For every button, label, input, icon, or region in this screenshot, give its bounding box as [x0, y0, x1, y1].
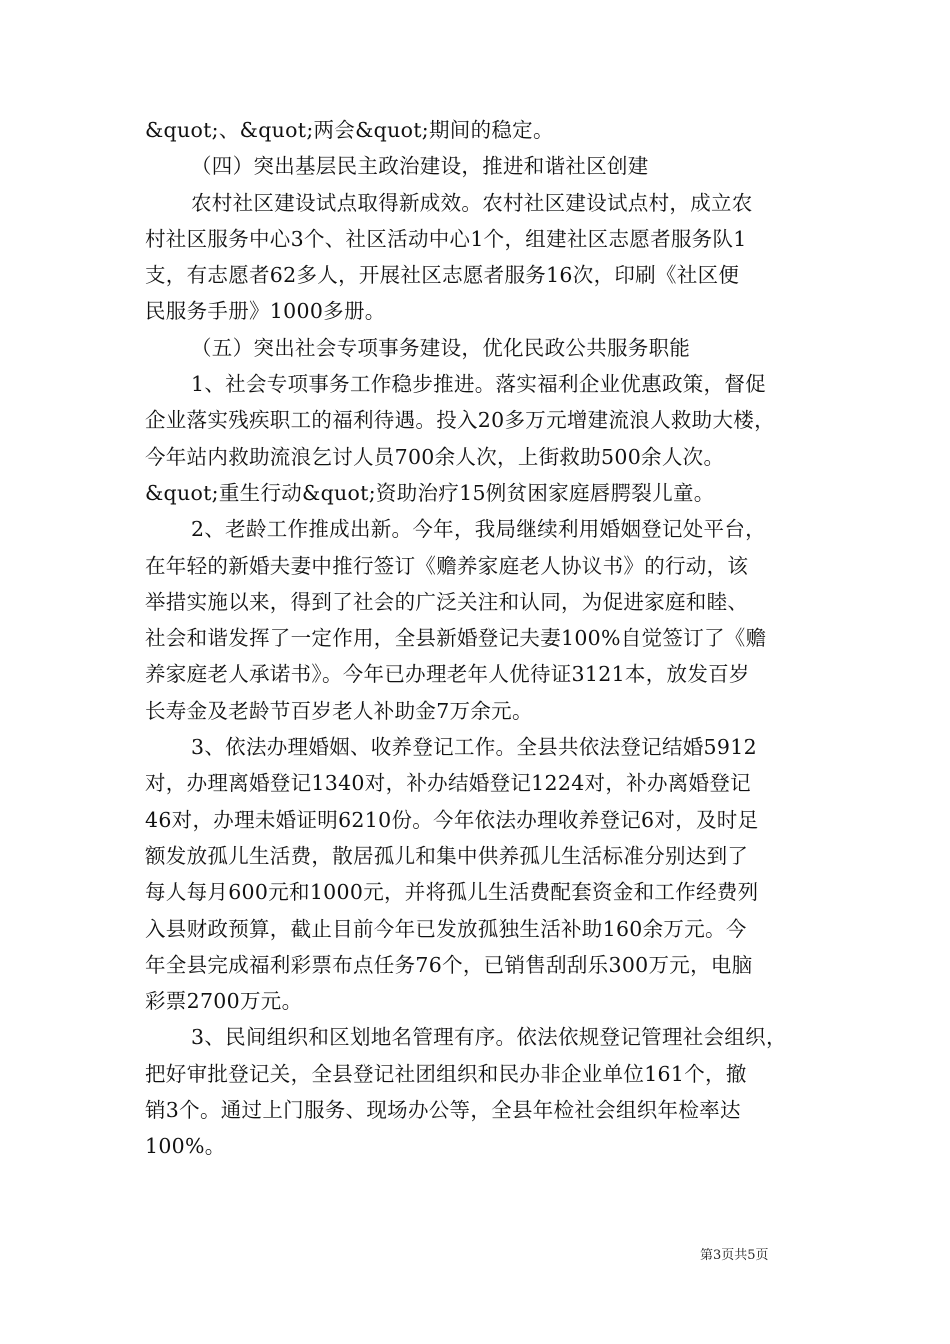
paragraph-line: 企业落实残疾职工的福利待遇。投入20多万元增建流浪人救助大楼，: [145, 408, 775, 433]
section-heading: （四）突出基层民主政治建设，推进和谐社区创建: [191, 154, 649, 179]
document-body: [145, 112, 815, 1165]
paragraph-line: 在年轻的新婚夫妻中推行签订《赡养家庭老人协议书》的行动，该: [145, 553, 749, 578]
paragraph-line: 支，有志愿者62多人，开展社区志愿者服务16次，印刷《社区便: [145, 263, 740, 288]
paragraph-line: 1、社会专项事务工作稳步推进。落实福利企业优惠政策，督促: [191, 372, 766, 397]
page-number: 第3页共5页: [700, 1248, 769, 1263]
paragraph-line: 社会和谐发挥了一定作用，全县新婚登记夫妻100%自觉签订了《赡: [145, 626, 767, 651]
paragraph-line: 100%。: [145, 1134, 226, 1159]
paragraph-line: 2、老龄工作推成出新。今年，我局继续利用婚姻登记处平台，: [191, 517, 766, 542]
paragraph-line: &quot;、&quot;两会&quot;期间的稳定。: [145, 118, 554, 142]
paragraph-line: 养家庭老人承诺书》。今年已办理老年人优待证3121本，放发百岁: [145, 662, 750, 687]
paragraph-line: 3、依法办理婚姻、收养登记工作。全县共依法登记结婚5912: [191, 735, 757, 760]
paragraph-line: 举措实施以来，得到了社会的广泛关注和认同，为促进家庭和睦、: [145, 589, 749, 614]
paragraph-line: 村社区服务中心3个、社区活动中心1个，组建社区志愿者服务队1: [145, 226, 747, 251]
paragraph-line: &quot;重生行动&quot;资助治疗15例贫困家庭唇腭裂儿童。: [145, 480, 715, 505]
paragraph-line: 把好审批登记关，全县登记社团组织和民办非企业单位161个，撤: [145, 1061, 747, 1086]
paragraph-line: 农村社区建设试点取得新成效。农村社区建设试点村，成立农: [191, 190, 753, 215]
paragraph-line: 年全县完成福利彩票布点任务76个，已销售刮刮乐300万元，电脑: [145, 952, 753, 977]
paragraph-line: 长寿金及老龄节百岁老人补助金7万余元。: [145, 698, 533, 723]
paragraph-line: 销3个。通过上门服务、现场办公等，全县年检社会组织年检率达: [145, 1098, 741, 1123]
paragraph-line: 每人每月600元和1000元，并将孤儿生活费配套资金和工作经费列: [145, 880, 759, 905]
paragraph-line: 民服务手册》1000多册。: [145, 299, 386, 324]
section-heading: （五）突出社会专项事务建设，优化民政公共服务职能: [191, 335, 691, 360]
paragraph-line: 入县财政预算，截止目前今年已发放孤独生活补助160余万元。今: [145, 916, 747, 941]
paragraph-line: 额发放孤儿生活费，散居孤儿和集中供养孤儿生活标准分别达到了: [145, 843, 749, 868]
paragraph-line: 46对，办理未婚证明6210份。今年依法办理收养登记6对，及时足: [145, 807, 759, 832]
paragraph-line: 彩票2700万元。: [145, 989, 303, 1014]
paragraph-line: 对，办理离婚登记1340对，补办结婚登记1224对，补办离婚登记: [145, 771, 751, 796]
paragraph-line: 今年站内救助流浪乞讨人员700余人次，上街救助500余人次。: [145, 444, 725, 469]
paragraph-line: 3、民间组织和区划地名管理有序。依法依规登记管理社会组织，: [191, 1025, 787, 1050]
